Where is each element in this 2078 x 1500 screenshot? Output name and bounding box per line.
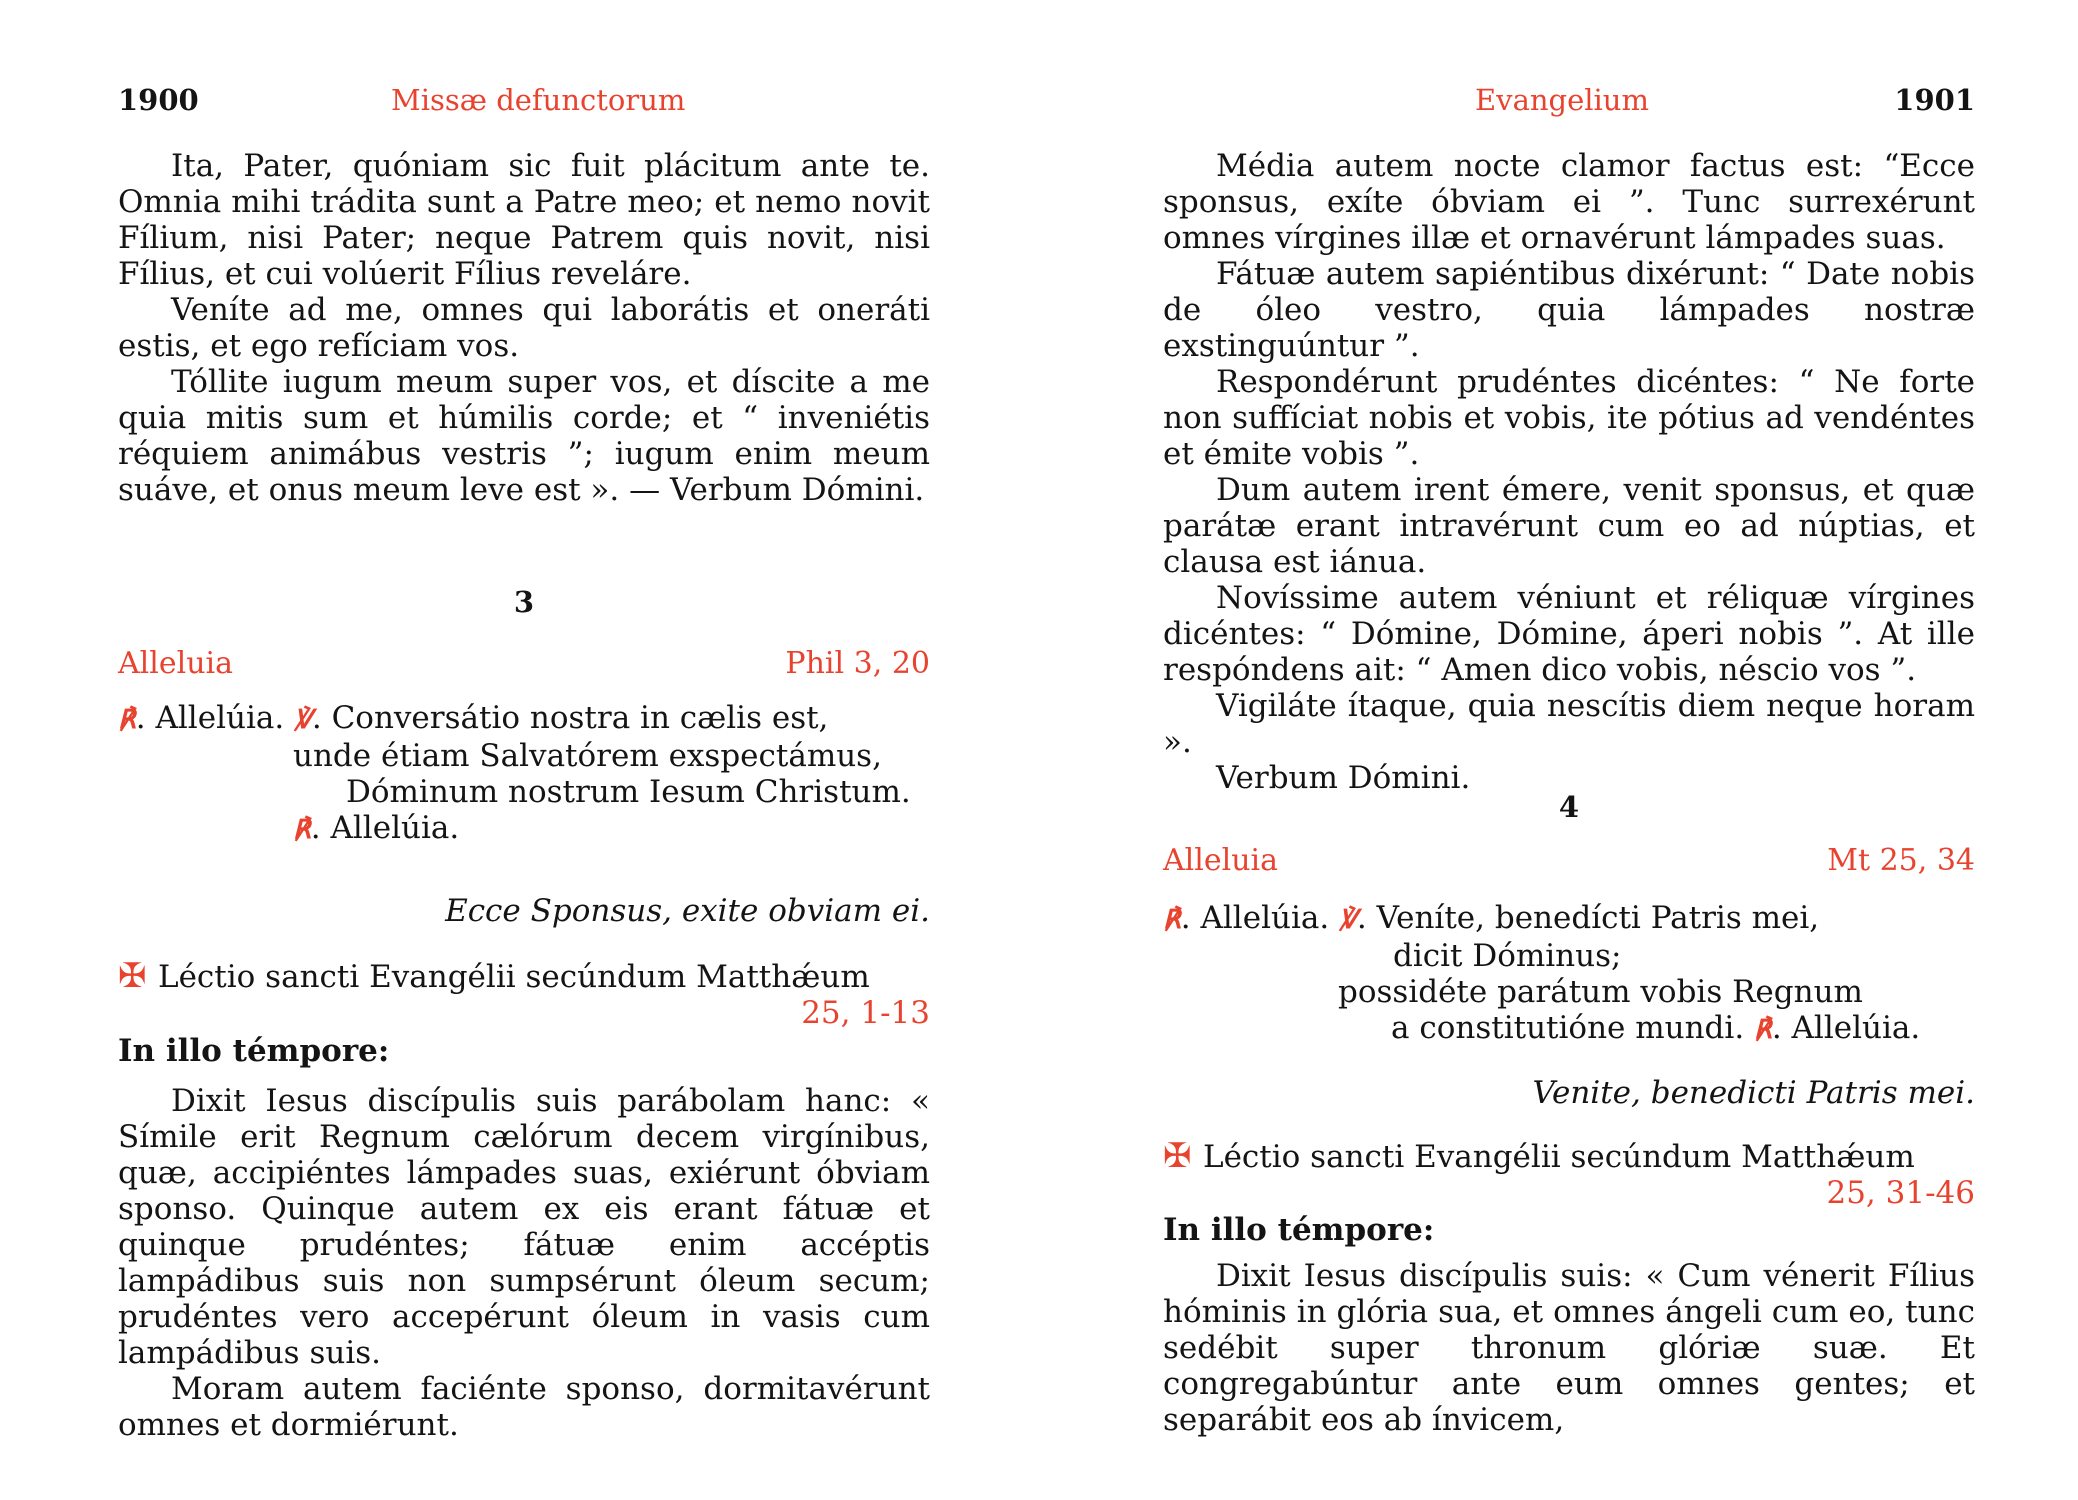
alleluia-heading xyxy=(118,646,930,686)
paragraph: Verbum Dómini. xyxy=(1216,760,1471,796)
paragraph: Dixit Iesus discípulis suis: « Cum vénerit Fílius hóminis in glória sua, et omnes ángeli cum eo, tunc sedébit super thronum glóriæ suæ. Et congregabúntur ante eum omnes gentes; et separábit eos ab ínvicem, xyxy=(1163,1258,1975,1438)
paragraph: Novíssime autem véniunt et réliquæ vírgines dicéntes: “ Dómine, Dómine, áperi nobis ”. At ille respóndens ait: “ Amen dico vobis, néscio vos ”. xyxy=(1163,580,1975,688)
lectio-reference: 25, 31-46 xyxy=(1826,1175,1975,1211)
alleluia-reference: Mt 25, 34 xyxy=(1827,843,1975,878)
verse-line: unde étiam Salvatórem exspectámus, xyxy=(293,738,882,774)
alleluia-heading xyxy=(1163,843,1975,883)
paragraph: Veníte ad me, omnes qui laborátis et oneráti estis, et ego refíciam vos. xyxy=(118,292,930,364)
running-title: Evangelium xyxy=(1475,83,1649,117)
paragraph: Tóllite iugum meum super vos, et díscite a me quia mitis sum et húmilis corde; et “ inveniétis réquiem animábus vestris ”; iugum enim meum suáve, et onus meum leve est ». — Verbum Dómini. xyxy=(118,364,930,508)
response-symbol: ℟ xyxy=(293,815,311,845)
response-symbol: ℟ xyxy=(118,705,136,735)
page-number: 1901 xyxy=(1894,83,1975,117)
section-number: 4 xyxy=(1558,790,1580,824)
verse-line: Dóminum nostrum Iesum Christum. xyxy=(346,774,911,810)
cross-icon: ✠ xyxy=(1163,1136,1192,1176)
alleluia-reference: Phil 3, 20 xyxy=(785,646,930,681)
lectio-heading xyxy=(118,958,930,1031)
lectio-title: Léctio sancti Evangélii secúndum Matthǽum xyxy=(158,959,870,995)
gospel-text-top xyxy=(1163,148,1975,796)
incipit: Venite, benedicti Patris mei. xyxy=(1532,1075,1975,1111)
verse-line: dicit Dóminus; xyxy=(1393,938,1622,974)
paragraph: Respondérunt prudéntes dicéntes: “ Ne forte non suffíciat nobis et vobis, ite pótius ad vendéntes et émite vobis ”. xyxy=(1163,364,1975,472)
alleluia-label: Alleluia xyxy=(1163,843,1279,878)
response-symbol: ℟ xyxy=(1163,905,1181,935)
right-page xyxy=(1163,0,1975,1500)
paragraph: Dum autem irent émere, venit sponsus, et quæ parátæ erant intravérunt cum eo ad núptias, et clausa est iánua. xyxy=(1163,472,1975,580)
running-head xyxy=(118,83,930,123)
running-head xyxy=(1163,83,1975,123)
in-illo-tempore: In illo témpore: xyxy=(1163,1212,1435,1248)
page-number: 1900 xyxy=(118,83,199,117)
alleluia-verse xyxy=(1163,900,1975,1048)
paragraph: Média autem nocte clamor factus est: “Ecce sponsus, exíte óbviam ei ”. Tunc surrexérunt omnes vírgines illæ et ornavérunt lámpades suas. xyxy=(1163,148,1975,256)
in-illo-tempore: In illo témpore: xyxy=(118,1033,390,1069)
paragraph: Moram autem faciénte sponso, dormitavérunt omnes et dormiérunt. xyxy=(118,1371,930,1443)
paragraph: Dixit Iesus discípulis suis parábolam hanc: « Símile erit Regnum cælórum decem virgínibus, quæ, accipiéntes lámpades suas, exiérunt óbviam sponso. Quinque autem ex eis erant fátuæ et quinque prudéntes; fátuæ enim accéptis lampádibus suis non sumpsérunt óleum secum; prudéntes vero accepérunt óleum in vasis cum lampádibus suis. xyxy=(118,1083,930,1371)
left-page xyxy=(118,0,930,1500)
versicle-symbol: ℣ xyxy=(1339,905,1357,935)
lectio-title: Léctio sancti Evangélii secúndum Matthǽum xyxy=(1203,1139,1915,1175)
verse-line: a constitutióne mundi. ℟. Allelúia. xyxy=(1391,1010,1921,1046)
gospel-text-bottom xyxy=(1163,1258,1975,1438)
gospel-text-top xyxy=(118,148,930,508)
versicle-symbol: ℣ xyxy=(294,705,312,735)
verse-line: ℟. Allelúia. ℣. Veníte, benedícti Patris mei, xyxy=(1163,900,1820,936)
lectio-reference: 25, 1-13 xyxy=(801,995,930,1031)
verse-line: ℟. Allelúia. xyxy=(293,810,460,846)
cross-icon: ✠ xyxy=(118,956,147,996)
section-number: 3 xyxy=(513,585,535,619)
paragraph: Fátuæ autem sapiéntibus dixérunt: “ Date nobis de óleo vestro, quia lámpades nostræ exstinguúntur ”. xyxy=(1163,256,1975,364)
paragraph: Ita, Pater, quóniam sic fuit plácitum ante te. Omnia mihi trádita sunt a Patre meo; et nemo novit Fílium, nisi Pater; neque Patrem quis novit, nisi Fílius, et cui volúerit Fílius reveláre. xyxy=(118,148,930,292)
lectio-heading xyxy=(1163,1138,1975,1211)
incipit: Ecce Sponsus, exite obviam ei. xyxy=(445,893,930,929)
verse-line: ℟. Allelúia. ℣. Conversátio nostra in cælis est, xyxy=(118,700,829,736)
response-symbol: ℟ xyxy=(1754,1015,1772,1045)
alleluia-verse xyxy=(118,700,930,848)
alleluia-label: Alleluia xyxy=(118,646,234,681)
gospel-text-bottom xyxy=(118,1083,930,1443)
running-title: Missæ defunctorum xyxy=(391,83,686,117)
paragraph: Vigiláte ítaque, quia nescítis diem neque horam ». xyxy=(1163,688,1975,760)
verse-line: possidéte parátum vobis Regnum xyxy=(1338,974,1863,1010)
